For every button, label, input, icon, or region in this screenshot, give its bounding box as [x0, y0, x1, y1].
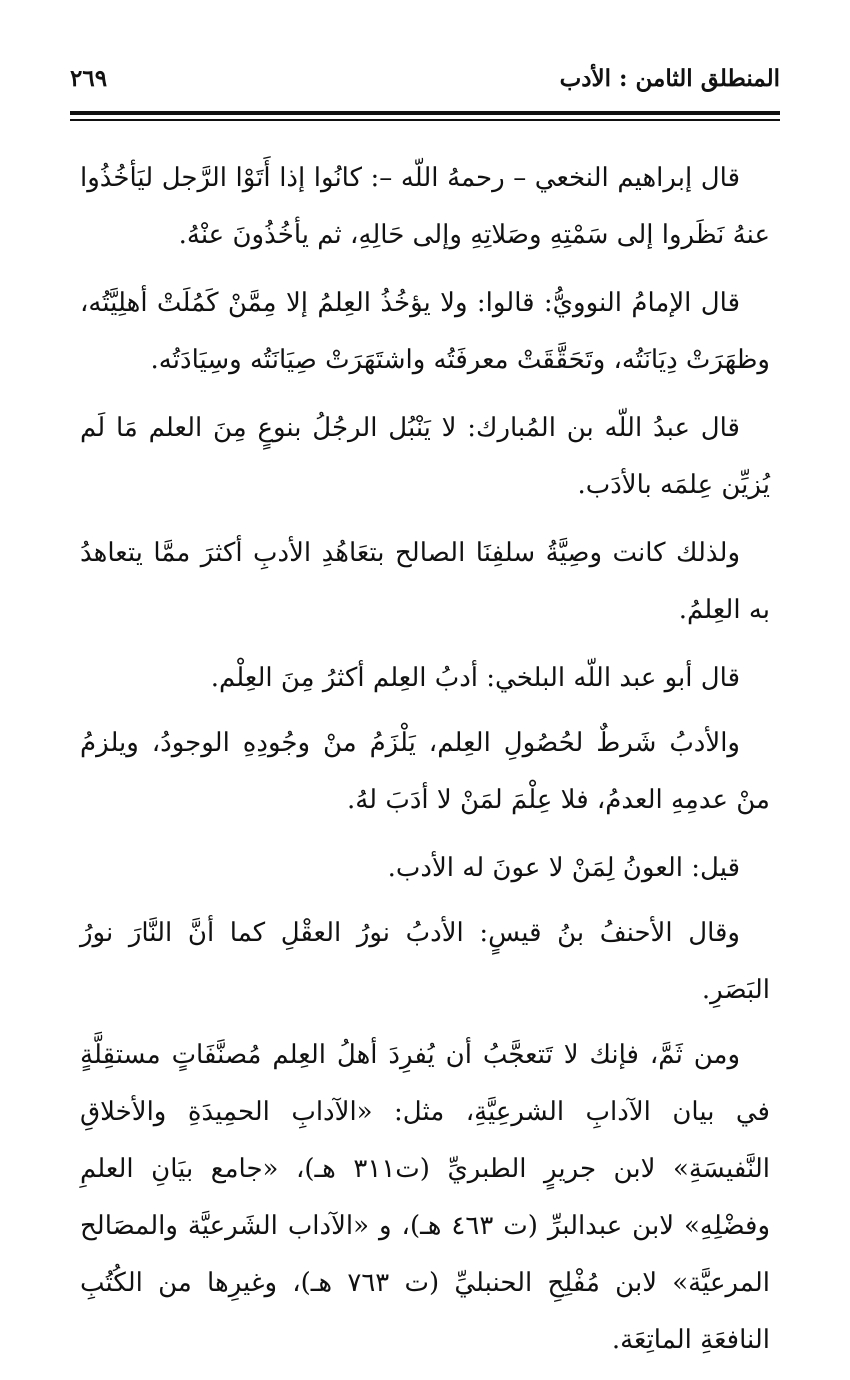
paragraph: قال عبدُ اللّه بن المُبارك: لا يَنْبُل الرجُلُ بنوعٍ مِنَ العلم مَا لَم يُزيِّن عِلمَه بالأدَب.: [80, 413, 770, 500]
header-rule-thick: [70, 111, 780, 115]
paragraph: قيل: العونُ لِمَنْ لا عونَ له الأدب.: [387, 853, 740, 883]
paragraph: ومن ثَمَّ، فإنك لا تَتعجَّبُ أن يُفرِدَ أهلُ العِلم مُصنَّفَاتٍ مستقِلَّةٍ في بيان الآدابِ الشرعِيَّةِ، مثل: «الآدابِ الحمِيدَةِ والأخلاقِ النَّفيسَةِ» لابن جريرٍ الطبريِّ (ت٣١١ هـ)، «جامع بيَانِ العلمِ وفضْلِهِ» لابن عبدالبرِّ (ت ٤٦٣ هـ)، و «الآداب الشَرعيَّة والمصَالح المرعيَّة» لابن مُفْلِحِ الحنبليِّ (ت ٧٦٣ هـ)، وغيرِها من الكُتُبِ النافعَةِ الماتِعَة.: [80, 1040, 770, 1355]
paragraph: ولذلك كانت وصِيَّةُ سلفِنَا الصالح بتعَاهُدِ الأدبِ أكثرَ ممَّا يتعاهدُ به العِلمُ.: [80, 538, 770, 625]
book-page: [70, 0, 780, 1355]
paragraph: قال الإمامُ النوويُّ: قالوا: ولا يؤخُذُ العِلمُ إلا مِمَّنْ كَمُلَتْ أهلِيَّتُه، وظهَرَتْ دِيَانَتُه، وتَحَقَّقَتْ معرفَتُه واشتَهَرَتْ صِيَانَتُه وسِيَادَتُه.: [80, 288, 770, 375]
paragraph: قال أبو عبد اللّه البلخي: أدبُ العِلم أكثرُ مِنَ العِلْم.: [210, 663, 740, 693]
body-text: [80, 150, 770, 1380]
paragraph: قال إبراهيم النخعي – رحمهُ اللّه –: كانُوا إذا أَتَوْا الرَّجل ليَأخُذُوا عنهُ نَظَروا إلى سَمْتِهِ وصَلاتِهِ وإلى حَالِهِ، ثم يأخُذُونَ عنْهُ.: [80, 163, 770, 250]
header-rule-thin: [70, 119, 780, 121]
page-number: ٢٦٩: [70, 64, 108, 92]
paragraph: وقال الأحنفُ بنُ قيسٍ: الأدبُ نورُ العقْلِ كما أنَّ النَّارَ نورُ البَصَرِ.: [80, 918, 770, 1005]
page-header: [70, 58, 780, 98]
running-title: المنطلق الثامن : الأدب: [559, 64, 780, 92]
paragraph: والأدبُ شَرطٌ لحُصُولِ العِلم، يَلْزَمُ منْ وجُودِهِ الوجودُ، ويلزمُ منْ عدمِهِ العدمُ، فلا عِلْمَ لمَنْ لا أدَبَ لهُ.: [80, 728, 770, 815]
